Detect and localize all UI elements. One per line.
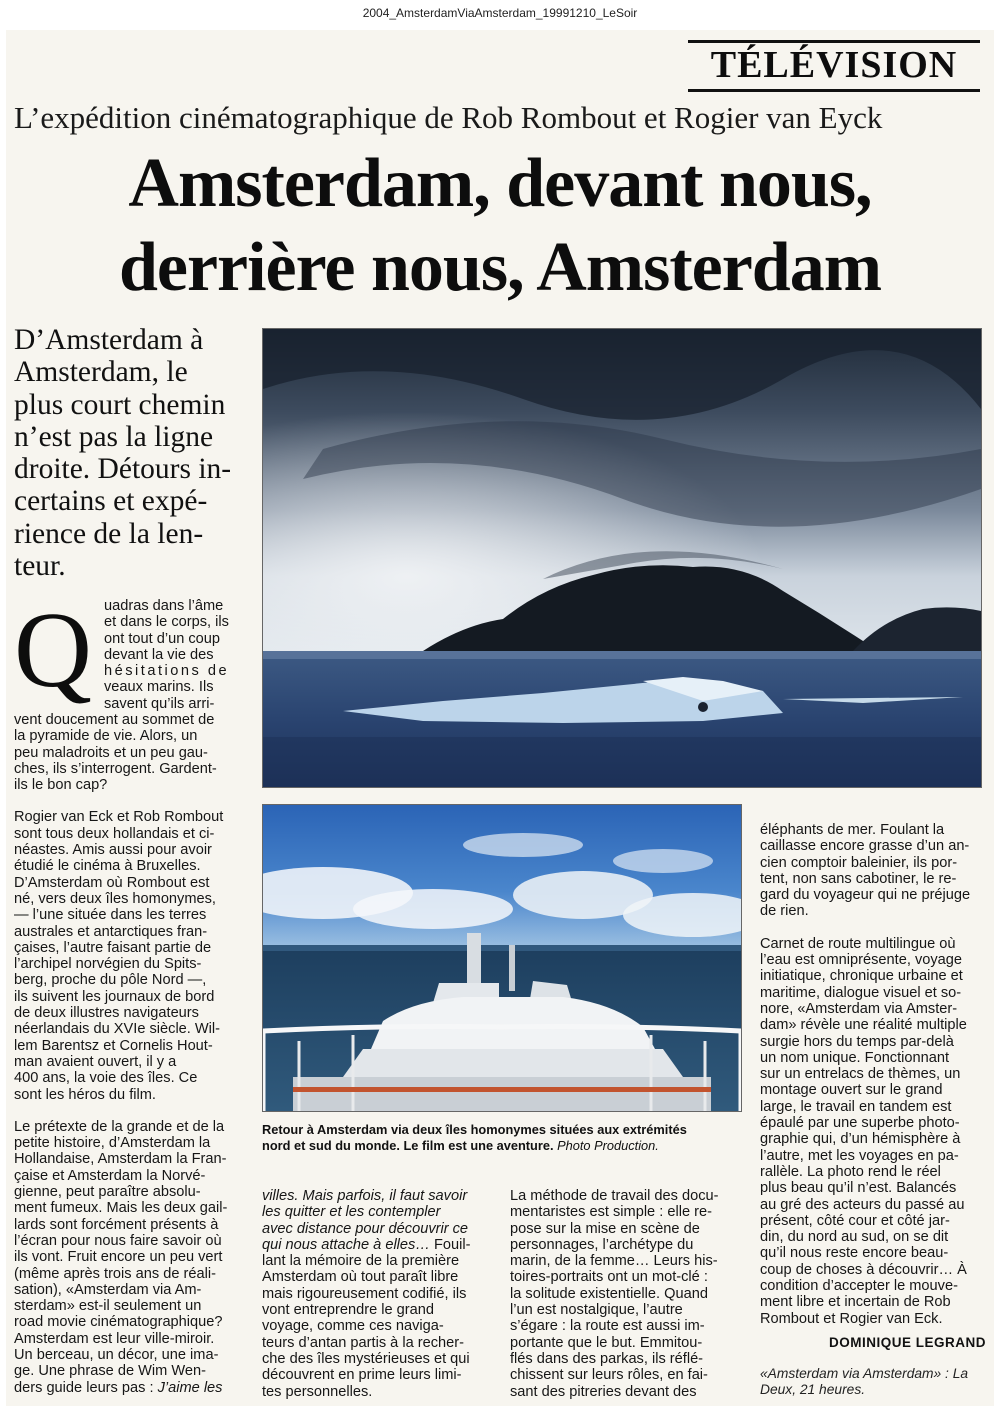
column-1-indented xyxy=(104,598,244,712)
caption-text: nord et sud du monde. Le film est une aventure. xyxy=(262,1138,554,1153)
quote-line: les quitter et les contempler xyxy=(262,1204,441,1221)
text-line: teurs d’antan partis à la recher- xyxy=(262,1334,464,1351)
text-line: néerlandais du XVIe siècle. Wil- xyxy=(14,1021,221,1038)
text-line: sation), «Amsterdam via Am- xyxy=(14,1281,202,1298)
text-line: berg, proche du pôle Nord —, xyxy=(14,972,207,989)
text-line: çaises, l’autre faisant partie de xyxy=(14,939,212,956)
headline-line: Amsterdam, devant nous, xyxy=(128,145,872,222)
text-line: éléphants de mer. Foulant la xyxy=(760,822,945,838)
text-line: 400 ans, la voie des îles. Ce xyxy=(14,1070,198,1087)
lead-line: certains et expé- xyxy=(14,485,208,518)
photo-caption xyxy=(262,1122,742,1154)
text-line: Hollandaise, Amsterdam la Fran- xyxy=(14,1151,227,1168)
lead-paragraph xyxy=(14,324,242,582)
photo-ship-bow-image xyxy=(263,805,741,1111)
text-line: mentaristes est simple : elle re- xyxy=(510,1204,712,1221)
text-line: tes personnelles. xyxy=(262,1383,373,1400)
broadcast-note xyxy=(760,1366,986,1399)
text-line: épaulé par une superbe photo- xyxy=(760,1115,960,1132)
text-line: ment libre et incertain de Rob xyxy=(760,1294,951,1311)
text-line: din, du nord au sud, on se dit xyxy=(760,1229,949,1246)
caption-line xyxy=(262,1138,742,1154)
text-line: ils le bon cap? xyxy=(14,777,108,794)
lead-line: plus court chemin xyxy=(14,388,226,421)
text-line: et dans le corps, ils xyxy=(104,614,229,631)
drop-cap: Q xyxy=(14,591,92,710)
text-line: l’archipel norvégien du Spits- xyxy=(14,956,202,973)
headline-line: derrière nous, Amsterdam xyxy=(118,229,882,306)
lead-line: droite. Détours in- xyxy=(14,453,232,486)
lead-line: D’Amsterdam à xyxy=(14,324,204,356)
text-line: hésitations de xyxy=(104,663,230,680)
text-line: gienne, peut paraître absolu- xyxy=(14,1184,201,1201)
lead-line: n’est pas la ligne xyxy=(14,420,214,453)
text-line: devant la vie des xyxy=(104,646,214,663)
text-run: ders guide leurs pas : xyxy=(14,1379,158,1396)
text-line: néastes. Amis aussi pour avoir xyxy=(14,842,212,859)
text-line: toires-portraits ont un mot-clé : xyxy=(510,1269,708,1286)
photo-ship-bow xyxy=(262,804,742,1112)
text-line: Rombout et Rogier van Eck. xyxy=(760,1310,943,1327)
text-line: un nom unique. Fonctionnant xyxy=(760,1049,950,1066)
text-line: vent doucement au sommet de xyxy=(14,712,215,728)
text-line: dam» révèle une réalité multiple xyxy=(760,1017,967,1034)
text-line: l’autre, met les voyages en pa- xyxy=(760,1147,959,1164)
text-line: peu maladroits et un peu gau- xyxy=(14,744,208,761)
text-line: uadras dans l’âme xyxy=(104,598,224,614)
text-line: caillasse encore grasse d’un an- xyxy=(760,838,970,855)
text-line: Amsterdam est leur ville-miroir. xyxy=(14,1330,215,1347)
text-line: la pyramide de vie. Alors, un xyxy=(14,728,198,745)
text-line: étudié le cinéma à Bruxelles. xyxy=(14,858,201,875)
text-line: découvrent en prime leurs limi- xyxy=(262,1367,462,1384)
text-line: gard du voyageur qui ne préjuge xyxy=(760,887,971,904)
text-line: (même après trois ans de réali- xyxy=(14,1265,216,1282)
text-line: de rien. xyxy=(760,903,809,920)
text-line: flés dans des parkas, ils réflé- xyxy=(510,1350,704,1367)
text-line: La méthode de travail des docu- xyxy=(510,1188,719,1204)
text-line: Carnet de route multilingue où xyxy=(760,935,956,952)
text-line: montage ouvert sur le grand xyxy=(760,1082,943,1099)
text-line: che des îles mystérieuses et qui xyxy=(262,1350,470,1367)
quote-line: avec distance pour découvrir ce xyxy=(262,1220,469,1237)
headline xyxy=(20,142,980,310)
text-line: ment fumeux. Mais les deux gail- xyxy=(14,1200,228,1217)
text-line: présent, côté cour et côté jar- xyxy=(760,1212,950,1229)
text-line: Un berceau, un décor, une ima- xyxy=(14,1346,219,1363)
text-line: de deux illustres navigateurs xyxy=(14,1005,199,1022)
text-line: savent qu’ils arri- xyxy=(104,695,215,712)
text-line: initiatique, chronique urbaine et xyxy=(760,968,963,985)
text-line: road movie cinématographique? xyxy=(14,1314,223,1331)
text-line: l’écran pour nous faire savoir où xyxy=(14,1232,222,1249)
file-title: 2004_AmsterdamViaAmsterdam_19991210_LeSoir xyxy=(362,6,638,20)
text-line: s’égare : la route est aussi im- xyxy=(510,1318,705,1335)
text-line: nore, «Amsterdam via Amster- xyxy=(760,1000,958,1017)
author-signature: DOMINIQUE LEGRAND xyxy=(829,1335,986,1350)
text-line: coup de choses à découvrir… À xyxy=(760,1261,967,1278)
text-line: la solitude existentielle. Quand xyxy=(510,1285,708,1302)
text-line: çaise et Amsterdam la Norvé- xyxy=(14,1167,206,1184)
text-line: né, vers deux îles homonymes, xyxy=(14,890,216,907)
photo-antarctic-island xyxy=(262,328,982,788)
text-line: mais rigoureusement codifié, ils xyxy=(262,1285,467,1302)
text-line: au gré des acteurs du passé au xyxy=(760,1196,965,1213)
text-line: portante que le but. Emmitou- xyxy=(510,1334,703,1351)
text-line: ches, ils s’interrogent. Gardent- xyxy=(14,760,217,777)
text-line: graphie qui, d’un hémisphère à xyxy=(760,1131,961,1148)
text-line: surgie hors du temps par-delà xyxy=(760,1033,954,1050)
quote-line: villes. Mais parfois, il faut savoir xyxy=(262,1188,468,1204)
text-line: sant des pitreries devant des xyxy=(510,1383,697,1400)
quote-run: qui nous attache à elles… xyxy=(262,1236,430,1253)
text-line: large, le travail en tandem est xyxy=(760,1098,952,1115)
text-line: Rogier van Eck et Rob Rombout xyxy=(14,809,224,826)
text-line: — l’une située dans les terres xyxy=(14,907,207,924)
text-line: personnages, l’archétype du xyxy=(510,1236,694,1253)
text-line: lem Barentsz et Cornelis Hout- xyxy=(14,1037,213,1054)
text-line: pose sur la mise en scène de xyxy=(510,1220,700,1237)
lead-line: rience de la len- xyxy=(14,517,204,550)
text-line: Deux, 21 heures. xyxy=(760,1382,866,1398)
text-line: australes et antarctiques fran- xyxy=(14,923,208,940)
text-line: vont entreprendre le grand xyxy=(262,1302,434,1319)
column-4 xyxy=(760,822,986,1327)
text-line: ge. Une phrase de Wim Wen- xyxy=(14,1363,206,1380)
photo-credit: Photo Production. xyxy=(557,1138,659,1153)
column-1 xyxy=(14,712,246,1396)
photo-antarctic-island-image xyxy=(263,329,981,787)
text-line: chissent sur leurs rôles, en fai- xyxy=(510,1367,708,1384)
text-line: sur un entrelacs de thèmes, un xyxy=(760,1066,961,1083)
text-line: sterdam» est-il seulement un xyxy=(14,1298,202,1315)
text-line: marin, de la femme… Leurs his- xyxy=(510,1253,718,1270)
text-line: veaux marins. Ils xyxy=(104,679,214,696)
text-line xyxy=(262,1237,494,1253)
text-line: plus beau qu’il n’est. Balancés xyxy=(760,1180,957,1197)
text-line: rallèle. La photo rend le réel xyxy=(760,1163,941,1180)
text-line: sont tous deux hollandais et ci- xyxy=(14,825,215,842)
kicker: L’expédition cinématographique de Rob Rombout et Rogier van Eyck xyxy=(14,100,883,135)
caption-line: Retour à Amsterdam via deux îles homonymes situées aux extrémités xyxy=(262,1122,687,1137)
text-line: l’eau est omniprésente, voyage xyxy=(760,952,963,969)
text-line: D’Amsterdam où Rombout est xyxy=(14,874,210,891)
text-line: «Amsterdam via Amsterdam» : La xyxy=(760,1366,969,1381)
text-line: Le prétexte de la grande et de la xyxy=(14,1118,225,1135)
text-line: cien comptoir baleinier, ils por- xyxy=(760,854,958,871)
lead-line: Amsterdam, le xyxy=(14,356,188,389)
text-line: tent, non sans cabotiner, le re- xyxy=(760,870,957,887)
text-line: ils vont. Fruit encore un peu vert xyxy=(14,1249,223,1266)
text-line: condition d’accepter le mouve- xyxy=(760,1278,958,1295)
text-line: sont les héros du film. xyxy=(14,1086,156,1103)
text-line: lards sont forcément présents à xyxy=(14,1216,219,1233)
text-line: lant la mémoire de la première xyxy=(262,1253,460,1270)
text-line: qu’il nous reste encore beau- xyxy=(760,1245,949,1262)
text-line: man avaient ouvert, il y a xyxy=(14,1053,177,1070)
quote-run: J’aime les xyxy=(157,1379,223,1396)
text-line: ils suivent les journaux de bord xyxy=(14,988,215,1005)
section-rubric: TÉLÉVISION xyxy=(688,40,980,92)
text-line: maritime, dialogue visuel et so- xyxy=(760,984,962,1001)
text-line xyxy=(14,1380,246,1396)
text-line: Amsterdam où tout paraît libre xyxy=(262,1269,459,1286)
text-run: Fouil- xyxy=(429,1236,471,1253)
text-line: petite histoire, d’Amsterdam la xyxy=(14,1135,211,1152)
text-line: voyage, comme ces naviga- xyxy=(262,1318,444,1335)
column-3 xyxy=(510,1188,742,1400)
text-line: l’un est nostalgique, l’autre xyxy=(510,1302,683,1319)
lead-line: teur. xyxy=(14,550,66,583)
column-2 xyxy=(262,1188,494,1400)
text-line: ont tout d’un coup xyxy=(104,630,221,647)
